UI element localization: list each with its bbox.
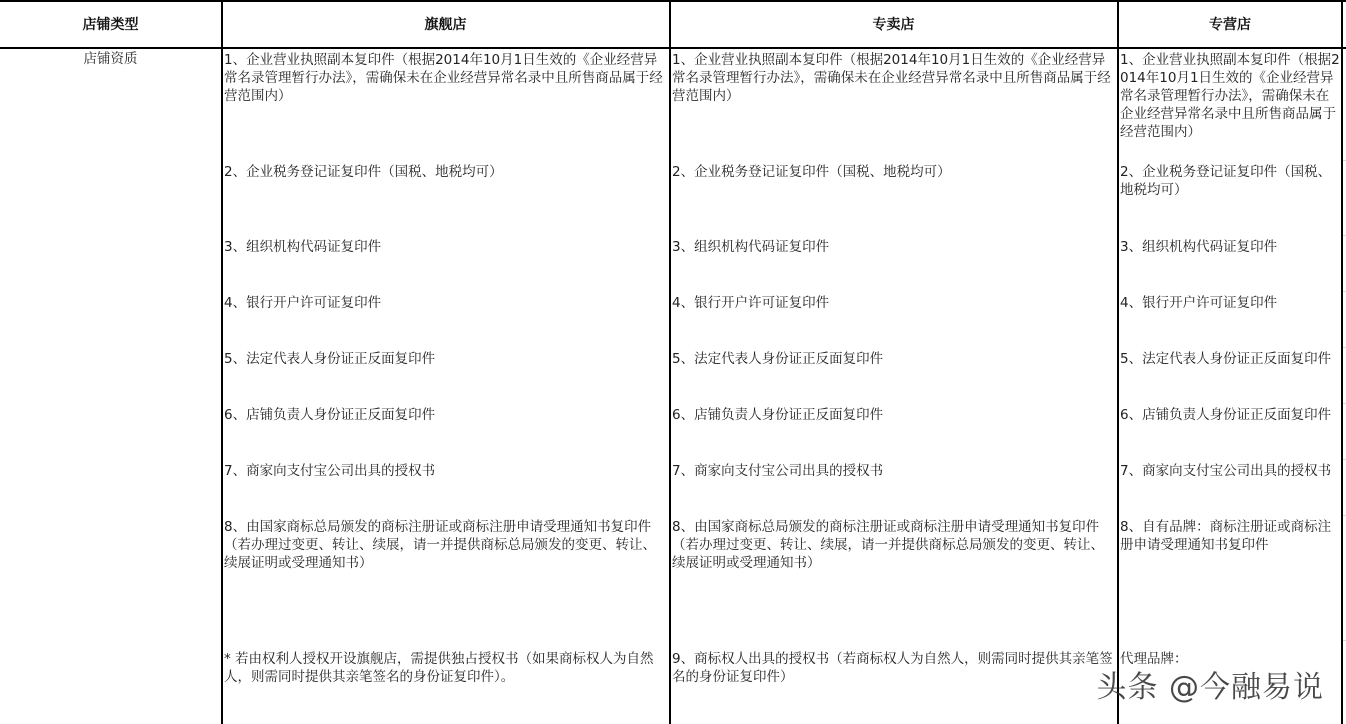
grid-col-divider [221, 0, 223, 724]
specialty-item-8: 8、由国家商标总局颁发的商标注册证或商标注册申请受理通知书复印件（若办理过变更、转让、续展，请一并提供商标总局颁发的变更、转让、续展证明或受理通知书） [672, 519, 1104, 571]
specialty-item-9: 9、商标权人出具的授权书（若商标权人为自然人，则需同时提供其亲笔签名的身份证复印件） [672, 651, 1113, 685]
specialty-item-7: 7、商家向支付宝公司出具的授权书 [672, 463, 884, 479]
flagship-item-note: * 若由权利人授权开设旗舰店，需提供独占授权书（如果商标权人为自然人，则需同时提供其亲笔签名的身份证复印件）。 [224, 651, 654, 685]
flagship-item-2: 2、企业税务登记证复印件（国税、地税均可） [224, 164, 503, 180]
specialty-item-4: 4、银行开户许可证复印件 [672, 295, 830, 311]
franchise-item-4: 4、银行开户许可证复印件 [1120, 295, 1278, 311]
franchise-item-8: 8、自有品牌：商标注册证或商标注册申请受理通知书复印件 [1120, 519, 1332, 553]
grid-top-border [0, 0, 1346, 2]
grid-col-divider [669, 0, 671, 724]
grid-col-divider [1341, 0, 1343, 724]
franchise-item-1: 1、企业营业执照副本复印件（根据2014年10月1日生效的《企业经营异常名录管理暂行办法》，需确保未在企业经营异常名录中且所售商品属于经营范围内） [1120, 52, 1340, 140]
specialty-item-6: 6、店铺负责人身份证正反面复印件 [672, 407, 884, 423]
specialty-item-5: 5、法定代表人身份证正反面复印件 [672, 351, 884, 367]
flagship-item-4: 4、银行开户许可证复印件 [224, 295, 382, 311]
franchise-item-7: 7、商家向支付宝公司出具的授权书 [1120, 463, 1332, 479]
specialty-item-1: 1、企业营业执照副本复印件（根据2014年10月1日生效的《企业经营异常名录管理暂行办法》，需确保未在企业经营异常名录中且所售商品属于经营范围内） [672, 52, 1111, 104]
specialty-item-2: 2、企业税务登记证复印件（国税、地税均可） [672, 164, 951, 180]
franchise-item-3: 3、组织机构代码证复印件 [1120, 239, 1278, 255]
franchise-item-2: 2、企业税务登记证复印件（国税、地税均可） [1120, 164, 1332, 198]
flagship-item-1: 1、企业营业执照副本复印件（根据2014年10月1日生效的《企业经营异常名录管理暂行办法》，需确保未在企业经营异常名录中且所售商品属于经营范围内） [224, 52, 663, 104]
franchise-item-6: 6、店铺负责人身份证正反面复印件 [1120, 407, 1332, 423]
specialty-item-3: 3、组织机构代码证复印件 [672, 239, 830, 255]
franchise-item-5: 5、法定代表人身份证正反面复印件 [1120, 351, 1332, 367]
grid-col-divider [1117, 0, 1119, 724]
header-specialty: 专卖店 [872, 17, 915, 33]
row-label-qualification: 店铺资质 [83, 51, 138, 67]
watermark-text: 头条 @今融易说 [1096, 670, 1324, 705]
grid-header-border [0, 47, 1346, 49]
header-flagship: 旗舰店 [424, 17, 467, 33]
flagship-item-7: 7、商家向支付宝公司出具的授权书 [224, 463, 436, 479]
header-franchise: 专营店 [1209, 17, 1251, 33]
flagship-item-3: 3、组织机构代码证复印件 [224, 239, 382, 255]
flagship-item-5: 5、法定代表人身份证正反面复印件 [224, 351, 436, 367]
franchise-item-9: 代理品牌： [1120, 651, 1188, 667]
flagship-item-8: 8、由国家商标总局颁发的商标注册证或商标注册申请受理通知书复印件（若办理过变更、转让、续展，请一并提供商标总局颁发的变更、转让、续展证明或受理通知书） [224, 519, 656, 571]
flagship-item-6: 6、店铺负责人身份证正反面复印件 [224, 407, 436, 423]
header-store-type: 店铺类型 [82, 17, 139, 33]
